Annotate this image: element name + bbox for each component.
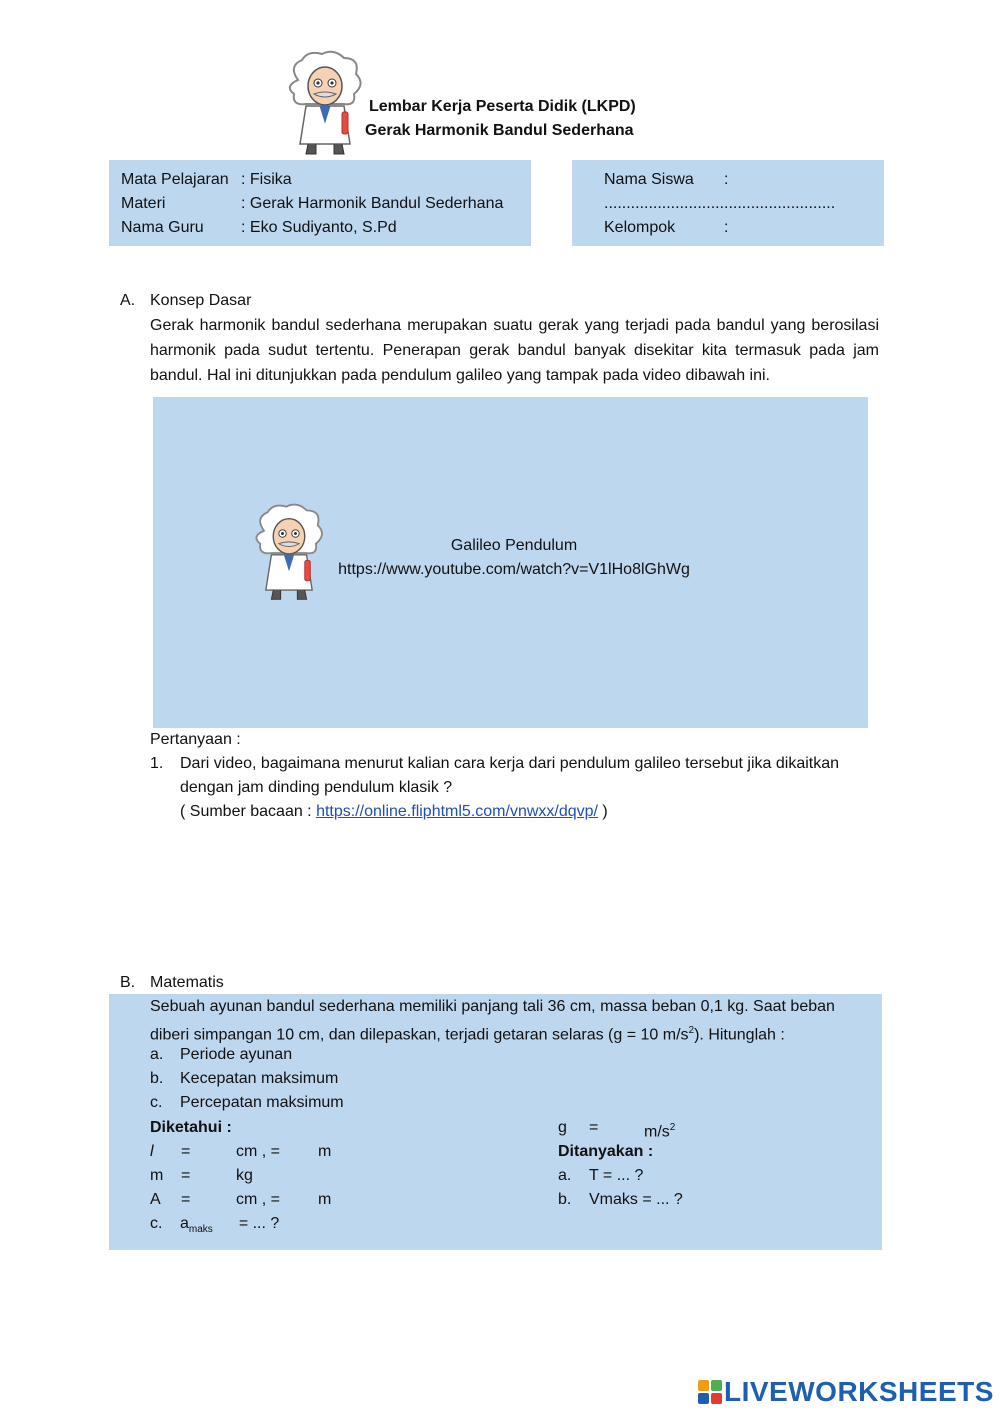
source-link[interactable]: https://online.fliphtml5.com/vnwxx/dqvp/ — [316, 803, 598, 820]
section-a-title: Konsep Dasar — [150, 292, 252, 309]
known-m-unit: kg — [236, 1167, 253, 1184]
known-m-symbol: m — [150, 1167, 164, 1184]
info-box-right — [572, 160, 884, 246]
known-l-unit: cm , = — [236, 1143, 281, 1160]
asked-label: Ditanyakan : — [558, 1143, 654, 1160]
worksheet-subtitle: Gerak Harmonik Bandul Sederhana — [365, 122, 634, 139]
g-eq: = — [589, 1119, 599, 1136]
g-unit-sup: 2 — [669, 1122, 676, 1133]
video-title: Galileo Pendulum — [450, 537, 578, 554]
section-a-paragraph: Gerak harmonik bandul sederhana merupakan suatu gerak yang terjadi pada bandul yang berosilasi harmonik pada sudut tertentu. Penerapan gerak bandul banyak disekitar kita termasuk pada jam bandul. Hal ini ditunjukkan pada pendulum galileo yang tampak pada video dibawah ini. — [150, 317, 879, 384]
question-1-line2: dengan jam dinding pendulum klasik ? — [180, 779, 453, 796]
problem-box — [109, 994, 882, 1250]
material-value: : Gerak Harmonik Bandul Sederhana — [241, 195, 504, 212]
subject-value: : Fisika — [241, 171, 292, 188]
item-b-text: Kecepatan maksimum — [180, 1070, 339, 1087]
asked-a-text: T = ... ? — [589, 1167, 644, 1184]
known-l-unit2: m — [318, 1143, 332, 1160]
question-1-number: 1. — [150, 755, 164, 772]
liveworksheets-brand[interactable]: LIVEWORKSHEETS — [724, 1376, 994, 1407]
asked-b-marker: b. — [558, 1191, 572, 1208]
item-c-text: Percepatan maksimum — [180, 1094, 344, 1111]
asked-c-marker: c. — [150, 1215, 163, 1232]
g-unit-text: m/s — [644, 1123, 670, 1141]
asked-c-symbol: a — [180, 1215, 189, 1232]
item-a-marker: a. — [150, 1046, 164, 1063]
known-a-unit: cm , = — [236, 1191, 281, 1208]
section-b-title: Matematis — [150, 974, 224, 991]
problem-line-1: Sebuah ayunan bandul sederhana memiliki panjang tali 36 cm, massa beban 0,1 kg. Saat beban — [150, 998, 835, 1015]
worksheet-title: Lembar Kerja Peserta Didik (LKPD) — [369, 98, 636, 115]
question-1-line1: Dari video, bagaimana menurut kalian cara kerja dari pendulum galileo tersebut jika dikaitkan — [180, 755, 840, 772]
problem-line-2b: ). Hitunglah : — [694, 1026, 785, 1044]
problem-sup: 2 — [688, 1025, 695, 1036]
info-box-left — [109, 160, 531, 246]
problem-line-2a: diberi simpangan 10 cm, dan dilepaskan, terjadi getaran selaras (g = 10 m/s — [150, 1026, 689, 1044]
teacher-label: Nama Guru — [121, 219, 204, 236]
source-prefix: ( Sumber bacaan : — [180, 803, 317, 820]
subject-label: Mata Pelajaran — [121, 171, 229, 188]
g-symbol: g — [558, 1119, 567, 1136]
asked-c-sub: maks — [188, 1224, 213, 1236]
asked-b-text: Vmaks = ... ? — [589, 1191, 683, 1208]
known-label: Diketahui : — [150, 1119, 232, 1136]
known-l-eq: = — [181, 1143, 191, 1160]
group-label: Kelompok — [604, 219, 676, 236]
section-b-marker: B. — [120, 974, 136, 991]
asked-c-rest: = ... ? — [238, 1215, 280, 1232]
item-b-marker: b. — [150, 1070, 164, 1087]
source-reference — [180, 800, 608, 824]
item-c-marker: c. — [150, 1094, 163, 1111]
known-a-symbol: A — [150, 1191, 161, 1208]
material-label: Materi — [121, 195, 166, 212]
video-url[interactable]: https://www.youtube.com/watch?v=V1lHo8lGhWg — [338, 561, 690, 578]
liveworksheets-logo-icon — [698, 1380, 722, 1404]
einstein-mascot-icon — [284, 50, 366, 158]
student-name-label: Nama Siswa — [604, 171, 694, 188]
section-a-marker: A. — [120, 292, 136, 309]
source-suffix: ) — [597, 803, 608, 820]
asked-a-marker: a. — [558, 1167, 572, 1184]
asked-c-expression — [180, 1212, 279, 1242]
item-a-text: Periode ayunan — [180, 1046, 293, 1063]
known-a-unit2: m — [318, 1191, 332, 1208]
known-l-symbol: l — [150, 1143, 154, 1160]
teacher-value: : Eko Sudiyanto, S.Pd — [241, 219, 397, 236]
student-name-dots[interactable]: .................................................... — [604, 195, 836, 212]
known-a-eq: = — [181, 1191, 191, 1208]
group-colon: : — [724, 219, 729, 236]
known-m-eq: = — [181, 1167, 191, 1184]
student-name-colon: : — [724, 171, 729, 188]
video-embed[interactable] — [153, 397, 868, 728]
questions-label: Pertanyaan : — [150, 731, 241, 748]
